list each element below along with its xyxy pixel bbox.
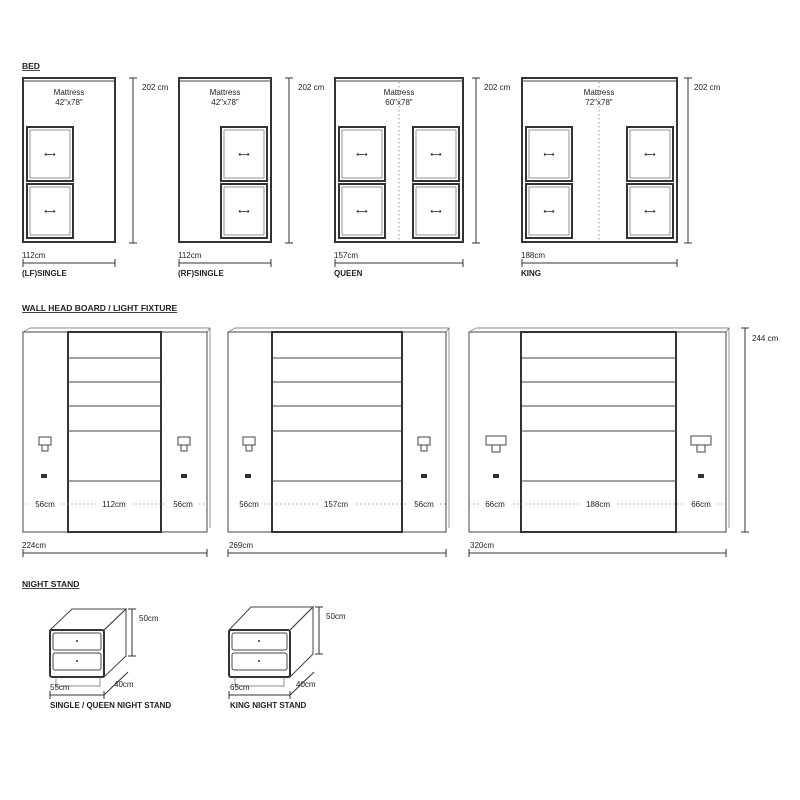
mattress-label: Mattress (583, 88, 615, 97)
left-width-label: 66cm (485, 500, 505, 509)
mattress-size: 72"x78" (585, 98, 613, 107)
drawer-pair-left (526, 127, 572, 238)
mattress-label: Mattress (53, 88, 85, 97)
left-width-label: 56cm (35, 500, 55, 509)
double-arrow-icon: ⟷ (44, 150, 56, 159)
wall-lamp-icon (418, 437, 430, 451)
right-width-label: 56cm (414, 500, 434, 509)
outlet-icon (41, 474, 47, 478)
double-arrow-icon: ⟷ (543, 150, 555, 159)
double-arrow-icon: ⟷ (356, 207, 368, 216)
total-width-label: 224cm (22, 541, 47, 550)
double-arrow-icon: ⟷ (644, 207, 656, 216)
bed-lf-single (22, 78, 169, 278)
mattress-size: 42"x78" (211, 98, 239, 107)
bed-caption: (RF)SINGLE (178, 269, 224, 278)
headboard-1 (22, 328, 210, 557)
double-arrow-icon: ⟷ (430, 207, 442, 216)
outlet-icon (181, 474, 187, 478)
drawer-knob-icon (258, 660, 260, 662)
double-arrow-icon: ⟷ (238, 150, 250, 159)
nightstand-single-queen (50, 609, 171, 710)
outlet-icon (493, 474, 499, 478)
outlet-icon (245, 474, 251, 478)
total-width-label: 269cm (229, 541, 254, 550)
bed-width-label: 112cm (178, 251, 202, 260)
mattress-size: 42"x78" (55, 98, 83, 107)
nightstand-king (229, 607, 346, 710)
drawer-pair-right (413, 127, 459, 238)
total-width-label: 320cm (470, 541, 495, 550)
bed-caption: KING (521, 269, 541, 278)
mattress-label: Mattress (383, 88, 415, 97)
section-title-nightstand: NIGHT STAND (22, 579, 80, 589)
double-arrow-icon: ⟷ (430, 150, 442, 159)
drawer-pair-left (339, 127, 385, 238)
bed-height-label: 202 cm (142, 83, 169, 92)
nightstand-depth-label: 40cm (296, 680, 316, 689)
drawer-knob-icon (76, 660, 78, 662)
nightstand-top (229, 607, 313, 630)
double-arrow-icon: ⟷ (543, 207, 555, 216)
right-width-label: 66cm (691, 500, 711, 509)
double-arrow-icon: ⟷ (356, 150, 368, 159)
nightstand-depth-label: 40cm (114, 680, 134, 689)
headboard-height-label: 244 cm (752, 334, 779, 343)
center-width-label: 112cm (102, 500, 126, 509)
bed-width-label: 188cm (521, 251, 546, 260)
headboard-2 (228, 328, 449, 557)
center-width-label: 188cm (585, 500, 611, 509)
headboard-3 (469, 328, 779, 557)
drawer-knob-icon (76, 640, 78, 642)
section-title-headboard: WALL HEAD BOARD / LIGHT FIXTURE (22, 303, 178, 313)
nightstand-caption: SINGLE / QUEEN NIGHT STAND (50, 701, 172, 710)
nightstand-height-label: 50cm (326, 612, 346, 621)
nightstand-side (290, 607, 313, 677)
bed-width-label: 112cm (22, 251, 46, 260)
nightstand-side (104, 609, 126, 677)
double-arrow-icon: ⟷ (44, 207, 56, 216)
nightstand-width-label: 65cm (230, 683, 250, 692)
wall-lamp-icon (691, 436, 711, 452)
bed-rf-single (178, 78, 325, 278)
bed-width-label: 157cm (334, 251, 359, 260)
bed-queen (334, 78, 511, 278)
double-arrow-icon: ⟷ (238, 207, 250, 216)
drawer-pair (27, 127, 73, 238)
nightstand-caption: KING NIGHT STAND (230, 701, 307, 710)
nightstand-width-label: 55cm (50, 683, 70, 692)
wall-lamp-icon (178, 437, 190, 451)
bed-king (521, 78, 721, 278)
bed-caption: (LF)SINGLE (22, 269, 67, 278)
bed-height-label: 202 cm (484, 83, 511, 92)
right-width-label: 56cm (173, 500, 193, 509)
outlet-icon (421, 474, 427, 478)
section-title-bed: BED (22, 61, 40, 71)
mattress-label: Mattress (209, 88, 241, 97)
bed-caption: QUEEN (334, 269, 363, 278)
nightstand-height-label: 50cm (139, 614, 159, 623)
wall-lamp-icon (486, 436, 506, 452)
wall-lamp-icon (243, 437, 255, 451)
bed-height-label: 202 cm (298, 83, 325, 92)
bed-height-label: 202 cm (694, 83, 721, 92)
wall-lamp-icon (39, 437, 51, 451)
mattress-size: 60"x78" (385, 98, 413, 107)
drawer-pair-right (627, 127, 673, 238)
outlet-icon (698, 474, 704, 478)
drawer-knob-icon (258, 640, 260, 642)
left-width-label: 56cm (239, 500, 259, 509)
double-arrow-icon: ⟷ (644, 150, 656, 159)
drawer-pair (221, 127, 267, 238)
center-width-label: 157cm (323, 500, 349, 509)
